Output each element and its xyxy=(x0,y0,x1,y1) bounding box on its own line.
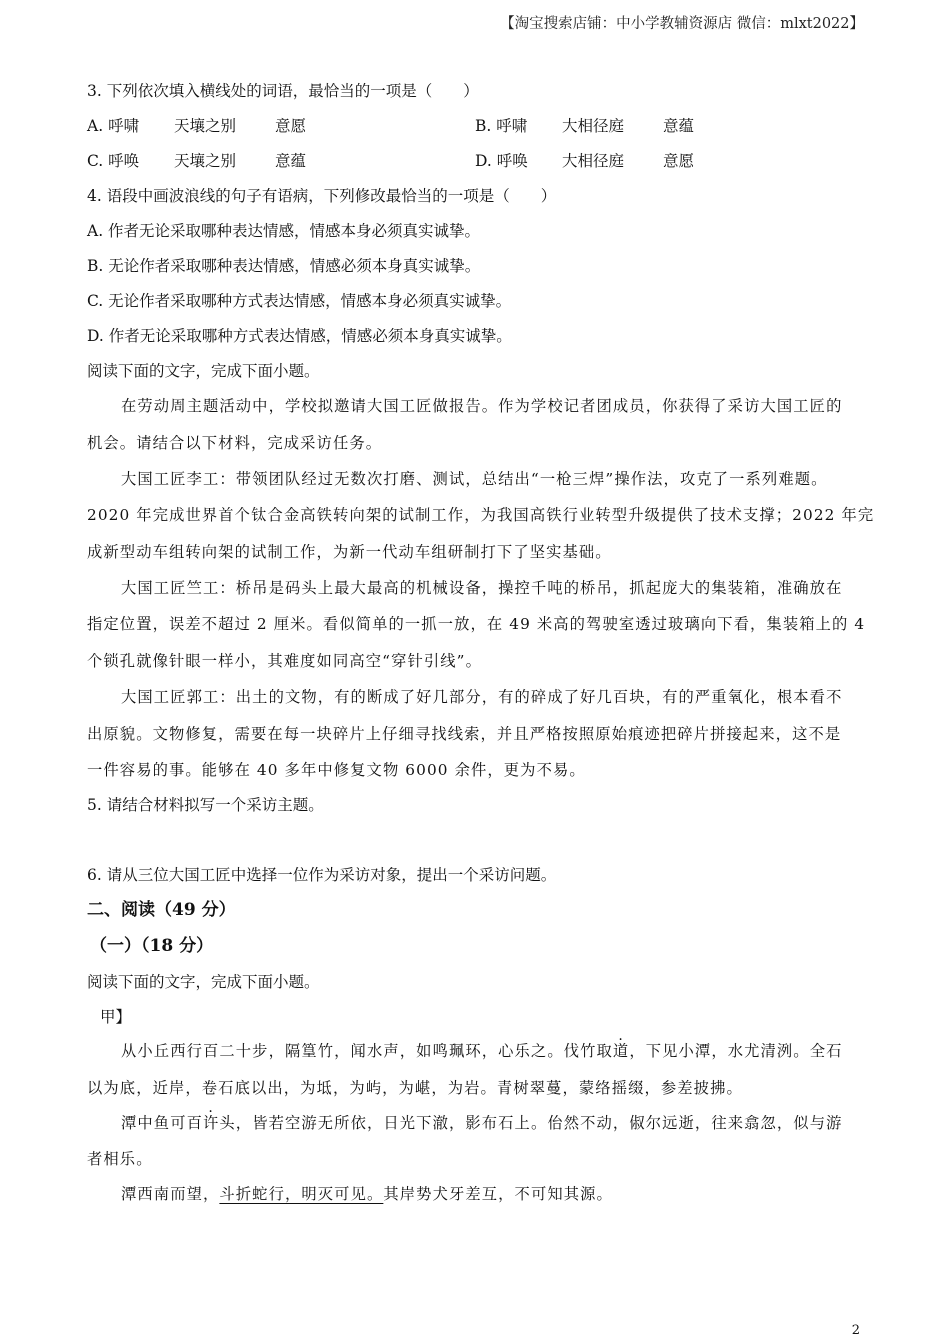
q3-option-a-word2: 天壤之别 xyxy=(174,117,237,135)
passage-line: 2020 年完成世界首个钛合金高铁转向架的试制工作，为我国高铁行业转型升级提供了技术支撑；2022 年完 xyxy=(87,506,875,524)
passage-line: 成新型动车组转向架的试制工作，为新一代动车组研制打下了坚实基础。 xyxy=(87,543,612,561)
q4-option-b: B. 无论作者采取哪种表达情感，情感必须本身真实诚挚。 xyxy=(87,257,481,275)
q5-stem: 5. 请结合材料拟写一个采访主题。 xyxy=(87,796,324,814)
option-label: C. xyxy=(87,152,104,170)
subsection-heading: （一）（18 分） xyxy=(90,936,214,956)
passage-line: 在劳动周主题活动中，学校拟邀请大国工匠做报告。作为学校记者团成员，你获得了采访大国工匠的 xyxy=(121,397,843,415)
option-word: 呼啸 xyxy=(496,117,528,135)
option-label: B. xyxy=(475,117,492,135)
q3-option-a-word3: 意愿 xyxy=(275,117,307,135)
q3-option-b-word3: 意蕴 xyxy=(663,117,695,135)
q4-stem: 4. 语段中画波浪线的句子有语病，下列修改最恰当的一项是（ ） xyxy=(87,187,557,205)
option-label: A. xyxy=(87,117,104,135)
text-segment: 其岸势犬牙差互，不可知其源。 xyxy=(383,1185,613,1203)
q3-option-a xyxy=(87,119,139,135)
q3-option-c-word3: 意蕴 xyxy=(275,152,307,170)
q3-stem: 3. 下列依次填入横线处的词语，最恰当的一项是（ ） xyxy=(87,82,479,100)
q3-option-b xyxy=(475,119,527,135)
q3-option-d xyxy=(475,154,528,170)
q3-option-d-word2: 大相径庭 xyxy=(562,152,625,170)
text-segment: ，下见小潭，水尤清洌。全石 xyxy=(629,1042,843,1060)
option-word: 呼啸 xyxy=(108,117,140,135)
passage-line: 出原貌。文物修复，需要在每一块碎片上仔细寻找线索，并且严格按照原始痕迹把碎片拼接起来，这不是 xyxy=(87,725,842,743)
text-segment: 潭中鱼可百 xyxy=(121,1114,203,1132)
option-label: D. xyxy=(475,152,492,170)
q3-option-b-word2: 大相径庭 xyxy=(562,117,625,135)
q3-option-c-word2: 天壤之别 xyxy=(174,152,237,170)
passage-line: 个锁孔就像针眼一样小，其难度如同高空“穿针引线”。 xyxy=(87,652,482,670)
page-header: 【淘宝搜索店铺：中小学教辅资源店 微信：mlxt2022】 xyxy=(500,16,864,32)
reading-instruction: 阅读下面的文字，完成下面小题。 xyxy=(87,973,320,991)
classical-line: 者相乐。 xyxy=(87,1150,153,1168)
classical-line: 以为底，近岸，卷石底以出，为坻，为屿，为嵁，为岩。青树翠蔓，蒙络摇缀，参差披拂。 xyxy=(87,1079,743,1097)
section-heading: 二、阅读（49 分） xyxy=(87,900,236,920)
text-segment: 潭西南而望， xyxy=(121,1185,220,1203)
option-word: 呼唤 xyxy=(496,152,528,170)
underlined-sentence: 斗折蛇行，明灭可见。 xyxy=(219,1185,384,1203)
text-segment: 头，皆若空游无所依，日光下澈，影布石上。佁然不动，俶尔远逝，往来翕忽，似与游 xyxy=(219,1114,843,1132)
option-word: 呼唤 xyxy=(108,152,140,170)
q4-option-d: D. 作者无论采取哪种方式表达情感，情感必须本身真实诚挚。 xyxy=(87,327,512,345)
q3-option-d-word3: 意愿 xyxy=(663,152,695,170)
classical-line xyxy=(121,1044,843,1059)
page-number: 2 xyxy=(851,1323,860,1338)
dotted-character: 许 xyxy=(203,1114,220,1132)
passage-line: 机会。请结合以下材料，完成采访任务。 xyxy=(87,434,383,452)
passage-line: 指定位置，误差不超过 2 厘米。看似简单的一抓一放，在 49 米高的驾驶室透过玻璃向下看，集装箱上的 4 xyxy=(87,615,866,633)
classical-line xyxy=(121,1116,843,1131)
passage-label-jia: 甲】 xyxy=(100,1008,132,1026)
q3-option-c xyxy=(87,154,139,170)
text-segment: 从小丘西行百二十步，隔篁竹，闻水声，如鸣珮环，心乐之。伐竹取 xyxy=(121,1042,613,1060)
passage-line: 大国工匠李工：带领团队经过无数次打磨、测试，总结出“一枪三焊”操作法，攻克了一系列难题。 xyxy=(121,470,828,488)
passage-line: 大国工匠竺工：桥吊是码头上最大最高的机械设备，操控千吨的桥吊，抓起庞大的集装箱，准确放在 xyxy=(121,579,843,597)
q4-option-c: C. 无论作者采取哪种方式表达情感，情感本身必须真实诚挚。 xyxy=(87,292,512,310)
passage-line: 一件容易的事。能够在 40 多年中修复文物 6000 余件，更为不易。 xyxy=(87,761,586,779)
q6-stem: 6. 请从三位大国工匠中选择一位作为采访对象，提出一个采访问题。 xyxy=(87,866,557,884)
passage-line: 大国工匠郭工：出土的文物，有的断成了好几部分，有的碎成了好几百块，有的严重氧化，根本看不 xyxy=(121,688,843,706)
dotted-character: 道 xyxy=(612,1042,630,1060)
q4-option-a: A. 作者无论采取哪种表达情感，情感本身必须真实诚挚。 xyxy=(87,222,481,240)
classical-line xyxy=(121,1187,613,1202)
reading-instruction: 阅读下面的文字，完成下面小题。 xyxy=(87,362,320,380)
